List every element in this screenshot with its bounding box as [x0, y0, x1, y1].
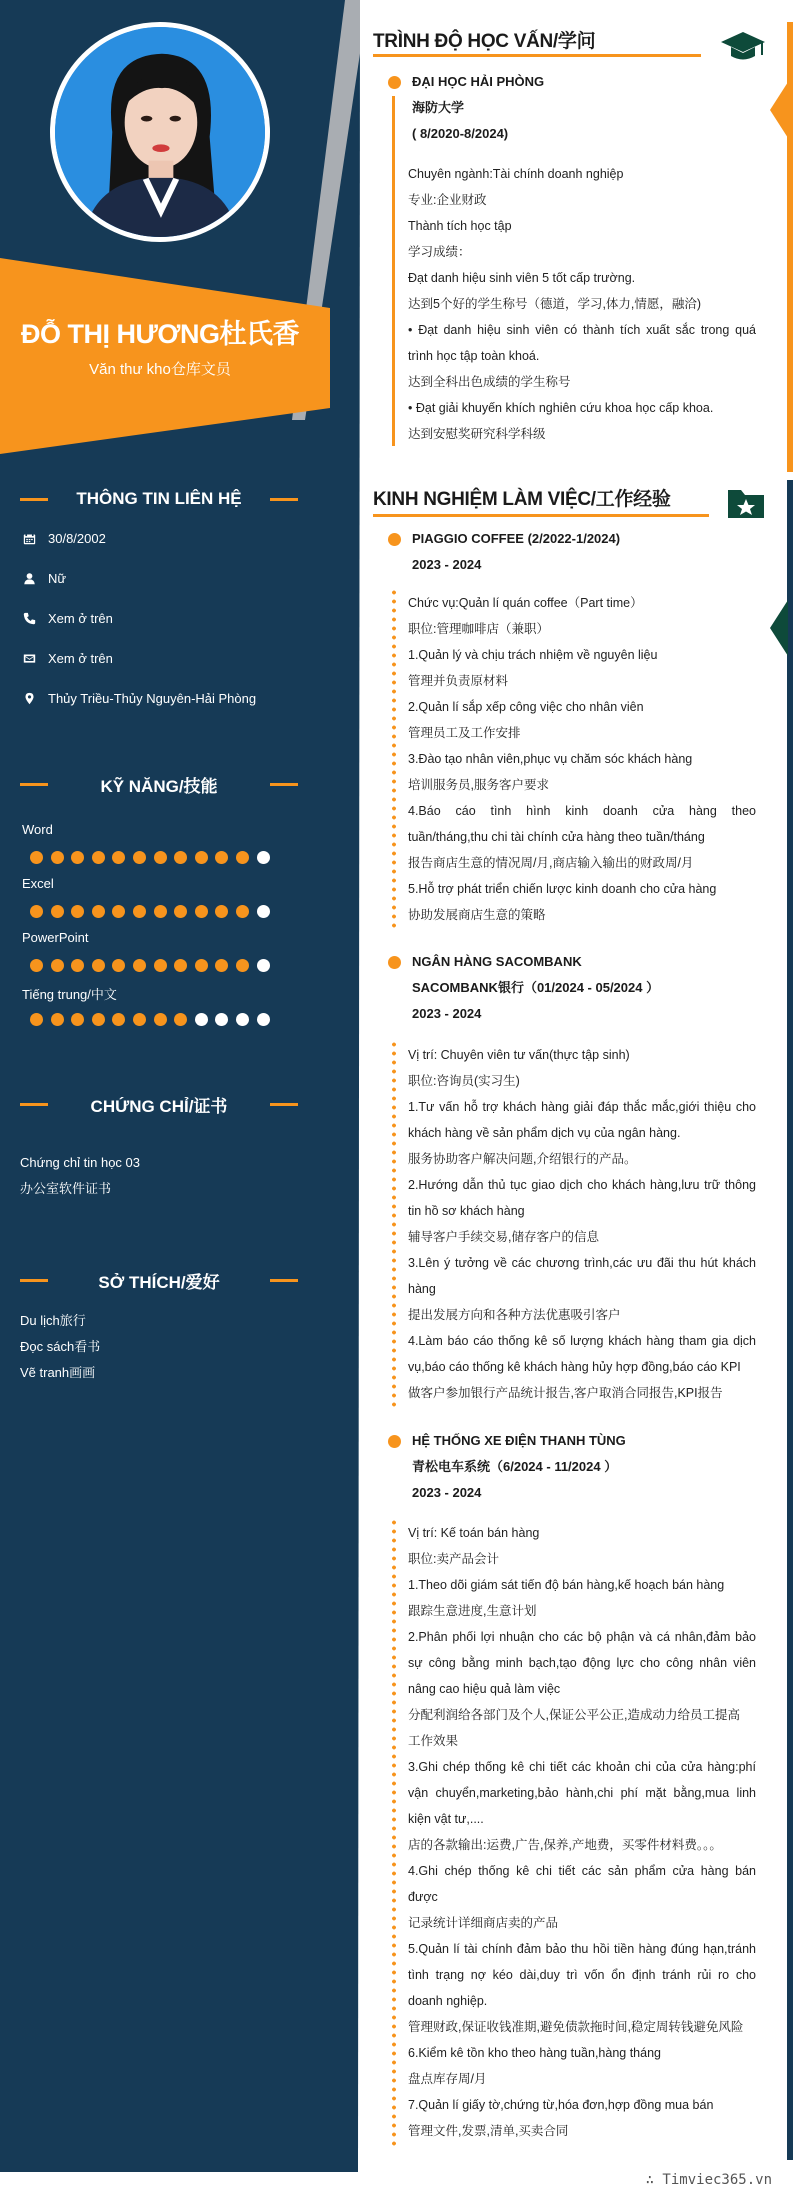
detail-line: 5.Hỗ trợ phát triển chiến lược kinh doanh cho cửa hàng: [408, 882, 717, 896]
rating-dot-filled: [154, 959, 167, 972]
skills-heading: [20, 772, 298, 796]
rating-dot-filled: [133, 905, 146, 918]
education-bullet: [388, 76, 401, 89]
skill-label-excel: Excel: [22, 876, 54, 891]
folder-star-icon: [726, 486, 766, 520]
rating-dot-filled: [51, 959, 64, 972]
rating-dot-filled: [195, 959, 208, 972]
detail-line: 记录统计详细商店卖的产品: [408, 1916, 559, 1930]
rating-dot-empty: [257, 959, 270, 972]
detail-line: Vị trí: Kế toán bán hàng: [408, 1526, 540, 1540]
education-details: [408, 161, 756, 447]
email-text: Xem ở trên: [48, 650, 113, 666]
rating-dot-filled: [174, 905, 187, 918]
full-name: ĐỖ THỊ HƯƠNG杜氏香: [21, 319, 299, 349]
rating-dot-filled: [51, 1013, 64, 1026]
rating-dot-filled: [154, 1013, 167, 1026]
right-accent-bar: [787, 0, 793, 2160]
rating-dot-filled: [30, 905, 43, 918]
rating-dot-filled: [112, 851, 125, 864]
detail-line: tuần/tháng,thu chi tài chính cửa hàng theo tuần/tháng: [408, 830, 705, 844]
rating-dot-filled: [174, 1013, 187, 1026]
education-underline: [373, 54, 701, 57]
orange-tab: [770, 82, 788, 138]
hobbies-title: SỞ THÍCH/爱好: [98, 1272, 220, 1292]
rating-dot-filled: [92, 905, 105, 918]
detail-line: 2.Quản lí sắp xếp công việc cho nhân viên: [408, 700, 644, 714]
rating-dot-filled: [51, 851, 64, 864]
job-header: [412, 526, 762, 578]
name-banner: [0, 258, 330, 454]
rating-dot-filled: [133, 1013, 146, 1026]
contact-birthdate: [20, 528, 320, 548]
education-title: TRÌNH ĐỘ HỌC VẤN/学问: [373, 31, 596, 52]
rating-dot-filled: [154, 851, 167, 864]
rating-dot-filled: [71, 905, 84, 918]
detail-line: 跟踪生意进度,生意计划: [408, 1604, 537, 1618]
job-year: 2023 - 2024: [412, 1485, 482, 1500]
certificates-title: CHỨNG CHỈ/证书: [90, 1096, 228, 1116]
detail-line: 报告商店生意的情况周/月,商店输入输出的财政周/月: [408, 856, 694, 870]
detail-line: 2.Phân phối lợi nhuận cho các bộ phận và cá nhân,đảm bảo: [408, 1630, 756, 1644]
rating-dot-filled: [215, 959, 228, 972]
detail-line: nâng cao hiệu quả làm việc: [408, 1682, 561, 1696]
rating-dot-filled: [195, 851, 208, 864]
rating-dot-filled: [30, 1013, 43, 1026]
job-bullet: [388, 956, 401, 969]
rating-dot-filled: [236, 851, 249, 864]
detail-line: Thành tích học tập: [408, 219, 512, 233]
detail-line: Vị trí: Chuyên viên tư vấn(thực tập sinh): [408, 1048, 630, 1062]
detail-line: 学习成绩：: [408, 245, 471, 259]
detail-line: 职位:咨询员(实习生): [408, 1074, 520, 1088]
certificates-heading: [20, 1092, 298, 1116]
rating-dot-empty: [236, 1013, 249, 1026]
school-period: ( 8/2020-8/2024): [412, 126, 509, 141]
skill-label-word: Word: [22, 822, 53, 837]
job-company-cn: SACOMBANK银行（01/2024 - 05/2024 ）: [412, 980, 660, 995]
detail-line: hàng: [408, 1282, 436, 1296]
detail-line: doanh nghiệp.: [408, 1994, 488, 2008]
detail-line: 2.Hướng dẫn thủ tục giao dịch cho khách hàng,lưu trữ thông: [408, 1178, 756, 1192]
phone-text: Xem ở trên: [48, 610, 113, 626]
detail-line: 职位:卖产品会计: [408, 1552, 499, 1566]
rating-dot-empty: [257, 905, 270, 918]
job-company: PIAGGIO COFFEE (2/2022-1/2024): [412, 531, 621, 546]
school-name: ĐẠI HỌC HẢI PHÒNG: [412, 74, 545, 89]
job-company: NGÂN HÀNG SACOMBANK: [412, 954, 582, 969]
rating-dot-filled: [71, 959, 84, 972]
rating-dot-filled: [112, 1013, 125, 1026]
footer-brand: ∴ Timviec365.vn: [645, 2172, 772, 2188]
footer-brand-text: Timviec365.vn: [662, 2172, 772, 2188]
certificate-item: Chứng chỉ tin học 03: [20, 1155, 140, 1170]
detail-line: vụ,báo cáo thống kê khách hàng hủy hợp đồng,báo cáo KPI: [408, 1360, 741, 1374]
rating-dot-filled: [71, 1013, 84, 1026]
detail-line: kiện vật tư,....: [408, 1812, 484, 1826]
certificates-list: [20, 1150, 140, 1202]
experience-underline: [373, 514, 709, 517]
job-header: [412, 949, 762, 1027]
person-icon: [20, 570, 38, 586]
detail-line: 3.Lên ý tưởng về các chương trình,các ưu đãi thu hút khách: [408, 1256, 756, 1270]
rating-dot-empty: [257, 1013, 270, 1026]
skill-label-chinese: Tiếng trung/中文: [22, 987, 117, 1002]
detail-line: 达到全科出色成绩的学生称号: [408, 375, 571, 389]
hobbies-list: [20, 1308, 100, 1386]
contact-address: [20, 688, 320, 708]
rating-dot-filled: [133, 959, 146, 972]
location-icon: [20, 690, 38, 706]
detail-line: khách hàng về sản phẩm dịch vụ của ngân hàng.: [408, 1126, 681, 1140]
hobbies-heading: [20, 1268, 298, 1292]
detail-line: 管理文件,发票,清单,买卖合同: [408, 2124, 569, 2138]
detail-line: 培训服务员,服务客户要求: [408, 778, 549, 792]
detail-line: 做客户参加银行产品统计报告,客户取消合同报告,KPI报告: [408, 1386, 723, 1400]
calendar-icon: [20, 530, 38, 546]
detail-line: trình học tập toàn khoá.: [408, 349, 540, 363]
detail-line: 辅导客户手续交易,储存客户的信息: [408, 1230, 599, 1244]
rating-dot-filled: [215, 905, 228, 918]
job-company-cn: 青松电车系统（6/2024 - 11/2024 ）: [412, 1459, 618, 1474]
detail-line: 1.Theo dõi giám sát tiến độ bán hàng,kế hoạch bán hàng: [408, 1578, 725, 1592]
detail-line: 达到5个好的学生称号（德道，学习,体力,情愿，融洽): [408, 297, 702, 311]
detail-line: 达到安慰奖研究科学科级: [408, 427, 546, 441]
profile-photo: [50, 22, 270, 242]
job-bullet: [388, 1435, 401, 1448]
detail-line: 管理员工及工作安排: [408, 726, 521, 740]
job-header: [412, 1428, 762, 1506]
skill-label-powerpoint: PowerPoint: [22, 930, 89, 945]
education-timeline: [392, 96, 395, 446]
detail-line: • Đạt giải khuyến khích nghiên cứu khoa học cấp khoa.: [408, 401, 714, 415]
rating-dot-filled: [92, 1013, 105, 1026]
skill-rating-powerpoint: [30, 959, 277, 972]
rating-dot-filled: [51, 905, 64, 918]
detail-line: 服务协助客户解决问题,介绍银行的产品。: [408, 1152, 637, 1166]
job-year: 2023 - 2024: [412, 557, 482, 572]
contact-gender: [20, 568, 320, 588]
detail-line: sự công bằng minh bạch,tạo động lực cho công nhân viên: [408, 1656, 756, 1670]
job-timeline: [392, 1040, 396, 1410]
detail-line: 3.Đào tạo nhân viên,phục vụ chăm sóc khách hàng: [408, 752, 693, 766]
rating-dot-filled: [174, 959, 187, 972]
detail-line: Chức vụ:Quản lí quán coffee（Part time）: [408, 596, 643, 610]
skill-rating-chinese: [30, 1013, 277, 1026]
detail-line: 7.Quản lí giấy tờ,chứng từ,hóa đơn,hợp đồng mua bán: [408, 2098, 714, 2112]
email-icon: [20, 650, 38, 666]
job-year: 2023 - 2024: [412, 1006, 482, 1021]
detail-line: 4.Làm báo cáo thống kê số lượng khách hàng tham gia dịch: [408, 1334, 756, 1348]
rating-dot-filled: [112, 905, 125, 918]
rating-dot-filled: [133, 851, 146, 864]
detail-line: 专业:企业财政: [408, 193, 487, 207]
contact-title: THÔNG TIN LIÊN HỆ: [76, 489, 242, 508]
skill-rating-excel: [30, 905, 277, 918]
rating-dot-filled: [71, 851, 84, 864]
rating-dot-filled: [30, 851, 43, 864]
graduation-cap-icon: [720, 30, 766, 64]
job-details: [408, 1042, 756, 1406]
detail-line: 工作效果: [408, 1734, 459, 1748]
hobby-item: Vẽ tranh画画: [20, 1365, 96, 1380]
contact-phone: [20, 608, 320, 628]
hobby-item: Du lịch旅行: [20, 1313, 86, 1328]
detail-line: tình trạng nợ kéo dài,duy trì vốn ổn định tránh rủi ro cho: [408, 1968, 756, 1982]
detail-line: 提出发展方向和各种方法优惠吸引客户: [408, 1308, 621, 1322]
job-timeline: [392, 588, 396, 928]
phone-icon: [20, 610, 38, 626]
contact-heading: [20, 487, 298, 511]
rating-dot-empty: [215, 1013, 228, 1026]
green-tab: [770, 600, 788, 656]
detail-line: 6.Kiểm kê tồn kho theo hàng tuần,hàng tháng: [408, 2046, 661, 2060]
job-company: HỆ THỐNG XE ĐIỆN THANH TÙNG: [412, 1433, 626, 1448]
detail-line: 4.Báo cáo tình hình kinh doanh cửa hàng theo: [408, 804, 756, 818]
detail-line: 分配利润给各部门及个人,保证公平公正,造成动力给员工提高: [408, 1708, 740, 1722]
job-bullet: [388, 533, 401, 546]
detail-line: 管理并负责原材料: [408, 674, 509, 688]
detail-line: 3.Ghi chép thống kê chi tiết các khoản chi của cửa hàng:phí: [408, 1760, 756, 1774]
birthdate-text: 30/8/2002: [48, 530, 106, 546]
address-text: Thủy Triều-Thủy Nguyên-Hải Phòng: [48, 690, 257, 706]
rating-dot-empty: [195, 1013, 208, 1026]
rating-dot-filled: [215, 851, 228, 864]
detail-line: được: [408, 1890, 438, 1904]
detail-line: 4.Ghi chép thống kê chi tiết các sản phẩm cửa hàng bán: [408, 1864, 756, 1878]
skills-title: KỸ NĂNG/技能: [100, 776, 218, 796]
job-timeline: [392, 1518, 396, 2146]
detail-line: • Đạt danh hiệu sinh viên có thành tích xuất sắc trong quá: [408, 323, 756, 337]
certificate-item: 办公室软件证书: [20, 1181, 112, 1196]
detail-line: 1.Quản lý và chịu trách nhiệm về nguyên liệu: [408, 648, 658, 662]
detail-line: tin hồ sơ khách hàng: [408, 1204, 525, 1218]
detail-line: Chuyên ngành:Tài chính doanh nghiệp: [408, 167, 624, 181]
education-header: [412, 69, 762, 147]
detail-line: 管理财政,保证收钱准期,避免债款拖时间,稳定周转钱避免风险: [408, 2020, 744, 2034]
detail-line: 协助发展商店生意的策略: [408, 908, 546, 922]
detail-line: vận chuyển,marketing,bảo hành,chi phí mặt bằng,mua linh: [408, 1786, 756, 1800]
school-name-cn: 海防大学: [412, 100, 465, 115]
experience-title: KINH NGHIỆM LÀM VIỆC/工作经验: [373, 489, 671, 510]
detail-line: 职位:管理咖啡店（兼职）: [408, 622, 549, 636]
rating-dot-filled: [92, 959, 105, 972]
rating-dot-filled: [195, 905, 208, 918]
rating-dot-filled: [154, 905, 167, 918]
rating-dot-filled: [236, 905, 249, 918]
rating-dot-filled: [92, 851, 105, 864]
detail-line: 店的各款输出:运费,广告,保养,产地费，买零件材料费。。。: [408, 1838, 722, 1852]
rating-dot-filled: [30, 959, 43, 972]
gender-text: Nữ: [48, 570, 67, 586]
contact-email: [20, 648, 320, 668]
detail-line: 盘点库存周/月: [408, 2072, 487, 2086]
skill-rating-word: [30, 851, 277, 864]
job-title: Văn thư kho仓库文员: [89, 361, 231, 378]
rating-dot-filled: [174, 851, 187, 864]
rating-dot-empty: [257, 851, 270, 864]
rating-dot-filled: [236, 959, 249, 972]
job-details: [408, 590, 756, 928]
job-details: [408, 1520, 756, 2144]
detail-line: Đạt danh hiệu sinh viên 5 tốt cấp trường.: [408, 271, 636, 285]
detail-line: 5.Quản lí tài chính đảm bảo thu hồi tiền hàng đúng hạn,tránh: [408, 1942, 756, 1956]
rating-dot-filled: [112, 959, 125, 972]
detail-line: 1.Tư vấn hỗ trợ khách hàng giải đáp thắc mắc,giới thiệu cho: [408, 1100, 756, 1114]
hobby-item: Đọc sách看书: [20, 1339, 101, 1354]
